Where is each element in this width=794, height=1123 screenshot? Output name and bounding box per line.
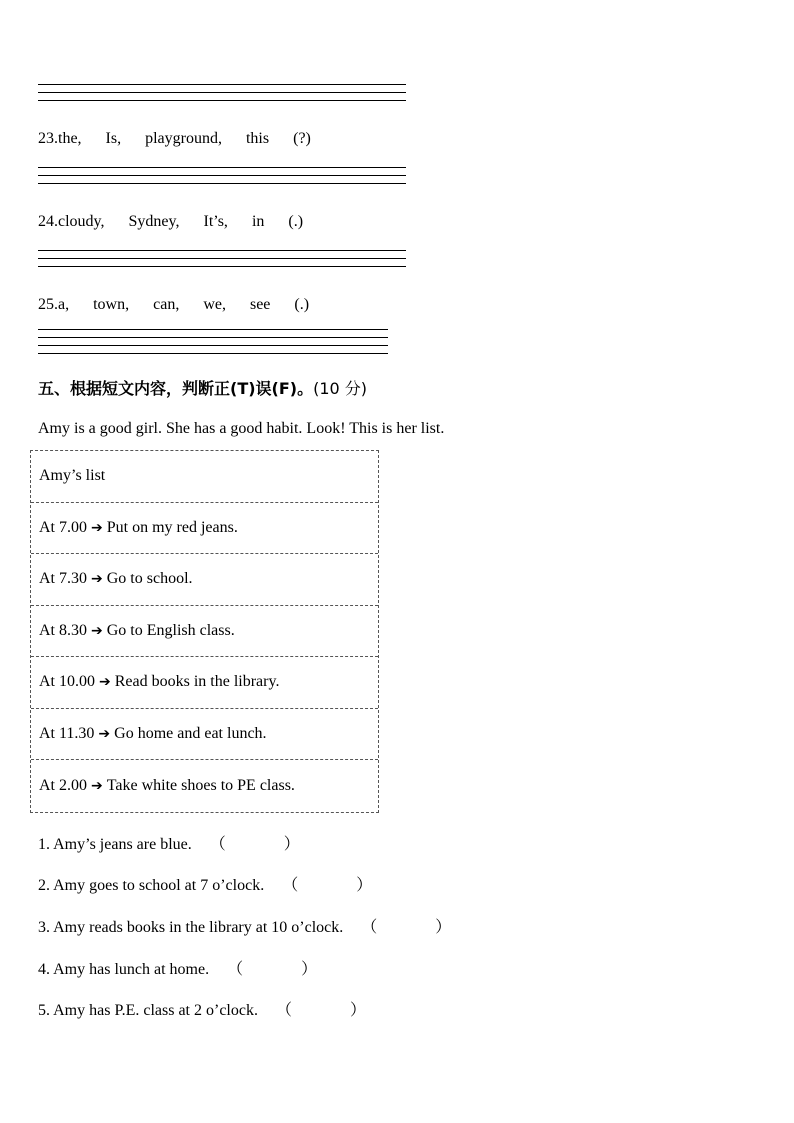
answer-lines-22[interactable] [38,84,406,108]
question-number: 24. [38,213,58,230]
question-number: 25. [38,296,58,313]
word: the, [58,130,82,147]
section-title: 五、根据短文内容，判断正(T)误(F)。 [38,379,314,398]
answer-blank[interactable]: （ ） [227,961,318,978]
statement-1 [38,831,300,854]
list-task: Take white shoes to PE class. [106,776,295,794]
word: It’s, [203,213,228,230]
answer-blank[interactable]: （ ） [275,1002,366,1019]
word: this [245,130,270,147]
question-25 [38,296,333,314]
list-row [31,503,378,555]
arrow-right-icon: ➔ [91,777,103,794]
word: Sydney, [128,213,180,230]
list-time: At 8.30 [39,621,87,639]
list-task: Go to English class. [106,621,235,639]
question-23 [38,130,335,148]
statement-text: 3. Amy reads books in the library at 10 o’clock. [38,919,344,936]
word: (.) [288,213,304,230]
word: town, [93,296,130,313]
statement-text: 5. Amy has P.E. class at 2 o’clock. [38,1002,258,1019]
list-time: At 7.30 [39,570,87,588]
list-row [31,657,378,709]
list-task: Go to school. [106,570,193,588]
amys-list-table [30,450,379,813]
arrow-right-icon: ➔ [91,571,103,588]
word: (?) [293,130,311,147]
statement-text: 4. Amy has lunch at home. [38,961,210,978]
statement-text: 1. Amy’s jeans are blue. [38,836,192,853]
answer-blank[interactable]: （ ） [361,919,452,936]
word: a, [58,296,70,313]
list-task: Read books in the library. [114,673,280,691]
word: cloudy, [58,213,105,230]
statement-2 [38,872,372,895]
word: (.) [294,296,310,313]
answer-lines-24[interactable] [38,250,406,274]
list-task: Go home and eat lunch. [114,724,267,742]
list-row [31,606,378,658]
list-title: Amy’s list [39,467,106,485]
answer-blank[interactable]: （ ） [282,877,373,894]
arrow-right-icon: ➔ [91,519,103,536]
statement-text: 2. Amy goes to school at 7 o’clock. [38,877,265,894]
word: Is, [105,130,122,147]
question-number: 23. [38,130,58,147]
list-time: At 2.00 [39,776,87,794]
word: can, [153,296,180,313]
answer-blank[interactable]: （ ） [209,836,300,853]
arrow-right-icon: ➔ [91,622,103,639]
question-24 [38,213,327,231]
word: see [249,296,271,313]
list-row [31,709,378,761]
statement-5 [38,997,366,1020]
list-time: At 7.00 [39,518,87,536]
section-score: (10 分) [313,379,368,398]
intro-text: Amy is a good girl. She has a good habit. Look! This is her list. [38,420,445,437]
answer-lines-23[interactable] [38,167,406,191]
word: in [251,213,265,230]
arrow-right-icon: ➔ [99,674,111,691]
list-row [31,554,378,606]
statement-3 [38,914,451,937]
list-title-row [31,451,378,503]
word: playground, [145,130,222,147]
arrow-right-icon: ➔ [98,725,111,742]
list-time: At 11.30 [39,724,95,742]
list-row [31,760,378,812]
section-heading [38,376,367,399]
statement-4 [38,956,317,979]
word: we, [203,296,226,313]
list-time: At 10.00 [39,673,95,691]
list-task: Put on my red jeans. [106,518,238,536]
answer-lines-25[interactable] [38,329,388,361]
